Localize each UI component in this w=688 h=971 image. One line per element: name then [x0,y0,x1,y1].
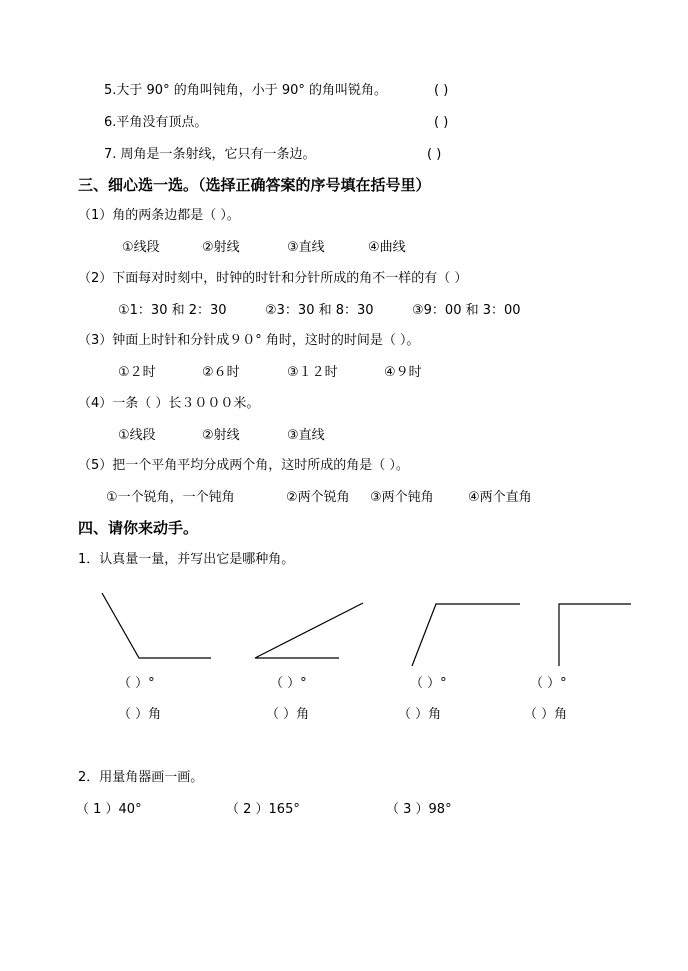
q2-option-1[interactable]: ①1：30 和 2：30 [118,303,227,318]
section3-heading: 三、细心选一选。（选择正确答案的序号填在括号里） [78,176,431,194]
draw-item-3: （ 3 ）98° [386,802,452,817]
degree-blank-3[interactable]: （ ）° [410,676,447,691]
judge-item-7: 7. 周角是一条射线，它只有一条边。 [104,147,316,162]
kind-blank-1[interactable]: （ ）角 [118,707,162,722]
question-1: （1）角的两条边都是（ ）。 [78,208,240,223]
angle-figure-1 [102,593,211,658]
q3-option-4[interactable]: ④９时 [384,365,422,380]
question-5: （5）把一个平角平均分成两个角，这时所成的角是（ ）。 [78,458,409,473]
q5-option-3[interactable]: ③两个钝角 [370,490,434,505]
section4-heading: 四、请你来动手。 [78,519,199,537]
judge-answer-5[interactable]: ( ) [434,83,449,98]
q4-option-3[interactable]: ③直线 [287,428,325,443]
q3-option-3[interactable]: ③１２时 [287,365,338,380]
q1-option-4[interactable]: ④曲线 [368,240,406,255]
question-3: （3）钟面上时针和分针成９０° 角时，这时的时间是（ ）。 [78,333,420,348]
draw-item-1: （ 1 ）40° [76,802,142,817]
judge-answer-6[interactable]: ( ) [434,115,449,130]
q5-option-2[interactable]: ②两个锐角 [286,490,350,505]
q5-option-4[interactable]: ④两个直角 [468,490,532,505]
q1-option-1[interactable]: ①线段 [122,240,160,255]
judge-item-5: 5.大于 90° 的角叫钝角，小于 90° 的角叫锐角。 [104,83,388,98]
question-2: （2）下面每对时刻中，时钟的时针和分针所成的角不一样的有（ ） [78,271,468,286]
degree-blank-2[interactable]: （ ）° [270,676,307,691]
angle-figure-4 [559,604,631,666]
angle-figure-3 [412,604,520,666]
q3-option-1[interactable]: ①２时 [118,365,156,380]
task2-instruction: 2．用量角器画一画。 [78,770,204,785]
q2-option-3[interactable]: ③9：00 和 3：00 [412,303,521,318]
question-4: （4）一条（ ）长３０００米。 [78,396,260,411]
q4-option-1[interactable]: ①线段 [118,428,156,443]
kind-blank-4[interactable]: （ ）角 [524,707,568,722]
task1-instruction: 1．认真量一量，并写出它是哪种角。 [78,552,295,567]
q4-option-2[interactable]: ②射线 [202,428,240,443]
degree-blank-4[interactable]: （ ）° [530,676,567,691]
q1-option-2[interactable]: ②射线 [202,240,240,255]
angle-figure-2 [255,603,363,658]
q3-option-2[interactable]: ②６时 [202,365,240,380]
judge-answer-7[interactable]: ( ) [427,147,442,162]
q5-option-1[interactable]: ①一个锐角，一个钝角 [106,490,235,505]
judge-item-6: 6.平角没有顶点。 [104,115,208,130]
kind-blank-2[interactable]: （ ）角 [266,707,310,722]
q2-option-2[interactable]: ②3：30 和 8：30 [265,303,374,318]
degree-blank-1[interactable]: （ ）° [118,676,155,691]
kind-blank-3[interactable]: （ ）角 [398,707,442,722]
q1-option-3[interactable]: ③直线 [287,240,325,255]
draw-item-2: （ 2 ）165° [226,802,300,817]
